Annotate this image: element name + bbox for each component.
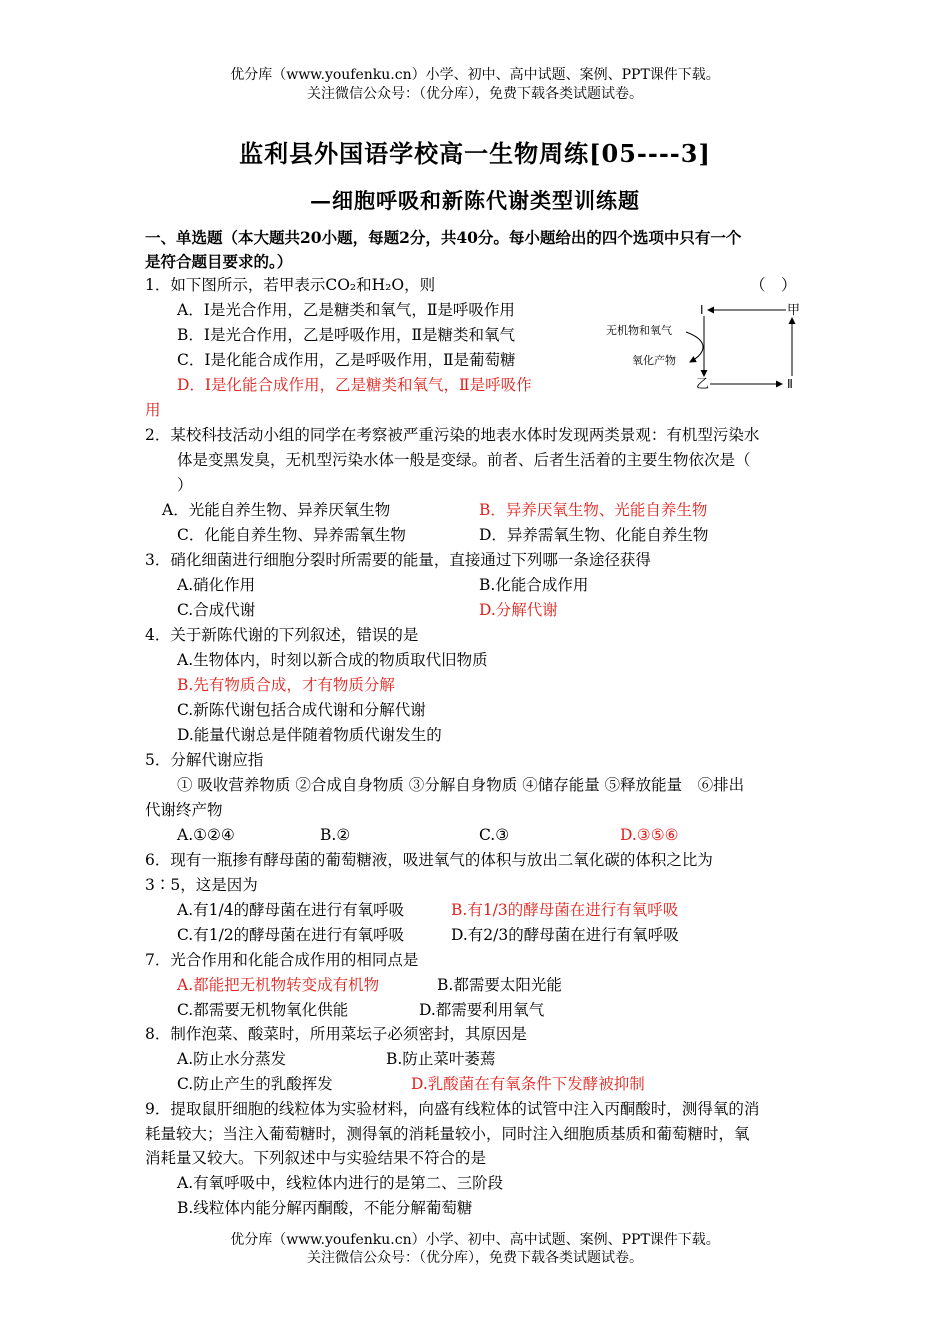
q9-option-b: B.线粒体内能分解丙酮酸，不能分解葡萄糖: [177, 1199, 473, 1217]
q8-option-c: C.防止产生的乳酸挥发: [177, 1075, 333, 1093]
q1-option-d-continued: 用: [145, 401, 161, 419]
q4-option-d: D.能量代谢总是伴随着物质代谢发生的: [177, 726, 442, 744]
footer-line-2: 关注微信公众号：（优分库），免费下载各类试题试卷。: [307, 1250, 643, 1266]
q6-stem-line-2: 3∶5，这是因为: [145, 876, 258, 894]
q3-option-c: C.合成代谢: [177, 601, 256, 619]
q9-stem-line-1: 9．提取鼠肝细胞的线粒体为实验材料，向盛有线粒体的试管中注入丙酮酸时，测得氧的消: [145, 1100, 760, 1118]
diagram-label-yi: 乙: [696, 377, 710, 392]
q4-option-b: B.先有物质合成，才有物质分解: [177, 676, 395, 694]
diagram-label-inorganic: 无机物和氧气: [606, 324, 672, 337]
page-title: 监利县外国语学校高一生物周练[05----3]: [239, 139, 711, 168]
q5-items-line-1: ① 吸收营养物质 ②合成自身物质 ③分解自身物质 ④储存能量 ⑤释放能量 ⑥排出: [177, 776, 745, 794]
q7-stem: 7．光合作用和化能合成作用的相同点是: [145, 951, 419, 969]
q4-stem: 4．关于新陈代谢的下列叙述，错误的是: [145, 626, 419, 644]
q4-option-c: C.新陈代谢包括合成代谢和分解代谢: [177, 701, 426, 719]
q2-stem-line-2: 体是变黑发臭，无机型污染水体一般是变绿。前者、后者生活着的主要生物依次是（: [177, 451, 751, 469]
q3-option-a: A.硝化作用: [177, 576, 256, 594]
q1-stem: 1．如下图所示，若甲表示CO₂和H₂O，则: [145, 276, 436, 294]
q6-stem-line-1: 6．现有一瓶掺有酵母菌的葡萄糖液，吸进氧气的体积与放出二氧化碳的体积之比为: [145, 851, 713, 869]
q6-option-c: C.有1/2的酵母菌在进行有氧呼吸: [177, 926, 405, 944]
q2-option-a: A．光能自养生物、异养厌氧生物: [162, 501, 391, 519]
q2-option-c: C．化能自养生物、异养需氧生物: [177, 526, 406, 544]
q7-option-b: B.都需要太阳光能: [437, 976, 562, 994]
q8-option-d: D.乳酸菌在有氧条件下发酵被抑制: [411, 1075, 645, 1093]
q7-option-a: A.都能把无机物转变成有机物: [177, 976, 380, 994]
q1-option-a: A．Ⅰ是光合作用，乙是糖类和氧气，Ⅱ是呼吸作用: [177, 301, 515, 319]
section-heading-line-2: 是符合题目要求的。）: [145, 252, 293, 271]
q5-option-a: A.①②④: [177, 826, 235, 844]
arrow-curve: [686, 332, 703, 362]
q5-option-d: D.③⑤⑥: [620, 826, 679, 844]
q6-option-a: A.有1/4的酵母菌在进行有氧呼吸: [177, 901, 405, 919]
q8-stem: 8．制作泡菜、酸菜时，所用菜坛子必须密封，其原因是: [145, 1025, 527, 1043]
header-line-2: 关注微信公众号：（优分库），免费下载各类试题试卷。: [307, 86, 643, 102]
q2-stem-line-3: ）: [177, 476, 193, 494]
q7-option-d: D.都需要利用氧气: [419, 1001, 545, 1019]
q5-items-line-2: 代谢终产物: [145, 801, 223, 819]
q1-option-b: B．Ⅰ是光合作用，乙是呼吸作用，Ⅱ是糖类和氧气: [177, 326, 516, 344]
q9-stem-line-3: 消耗量又较大。下列叙述中与实验结果不符合的是: [145, 1149, 487, 1167]
q5-stem: 5．分解代谢应指: [145, 751, 264, 769]
q5-option-b: B.②: [320, 826, 351, 844]
q9-stem-line-2: 耗量较大；当注入葡萄糖时，测得氧的消耗量较小，同时注入细胞质基质和葡萄糖时，氧: [145, 1125, 750, 1143]
q8-option-b: B.防止菜叶萎蔫: [386, 1050, 496, 1068]
diagram-label-ii: Ⅱ: [787, 377, 793, 391]
q7-option-c: C.都需要无机物氧化供能: [177, 1001, 349, 1019]
q3-option-b: B.化能合成作用: [479, 576, 589, 594]
q1-option-d: D．Ⅰ是化能合成作用，乙是糖类和氧气，Ⅱ是呼吸作: [177, 376, 532, 394]
q2-stem-line-1: 2．某校科技活动小组的同学在考察被严重污染的地表水体时发现两类景观：有机型污染水: [145, 426, 760, 444]
footer-line-1: 优分库（www.youfenku.cn）小学、初中、高中试题、案例、PPT课件下载。: [230, 1232, 720, 1248]
page-subtitle: —细胞呼吸和新陈代谢类型训练题: [310, 188, 640, 213]
q6-option-d: D.有2/3的酵母菌在进行有氧呼吸: [451, 926, 679, 944]
q1-cycle-diagram: [604, 296, 814, 396]
q3-stem: 3．硝化细菌进行细胞分裂时所需要的能量，直接通过下列哪一条途径获得: [145, 551, 651, 569]
q3-option-d: D.分解代谢: [479, 601, 558, 619]
section-heading-line-1: 一、单选题（本大题共20小题，每题2分，共40分。每小题给出的四个选项中只有一个: [145, 228, 742, 247]
header-line-1: 优分库（www.youfenku.cn）小学、初中、高中试题、案例、PPT课件下载。: [230, 67, 720, 83]
q2-option-b: B．异养厌氧生物、光能自养生物: [479, 501, 708, 519]
q9-option-a: A.有氧呼吸中，线粒体内进行的是第二、三阶段: [177, 1174, 504, 1192]
q2-option-d: D．异养需氧生物、化能自养生物: [479, 526, 709, 544]
diagram-label-i: Ⅰ: [700, 303, 704, 317]
q8-option-a: A.防止水分蒸发: [177, 1050, 287, 1068]
diagram-label-oxide: 氧化产物: [632, 354, 676, 367]
q6-option-b: B.有1/3的酵母菌在进行有氧呼吸: [451, 901, 679, 919]
diagram-label-jia: 甲: [787, 303, 801, 318]
q4-option-a: A.生物体内，时刻以新合成的物质取代旧物质: [177, 651, 488, 669]
q1-answer-paren: （ ）: [750, 276, 797, 294]
q5-option-c: C.③: [479, 826, 510, 844]
q1-option-c: C．Ⅰ是化能合成作用，乙是呼吸作用，Ⅱ是葡萄糖: [177, 351, 516, 369]
